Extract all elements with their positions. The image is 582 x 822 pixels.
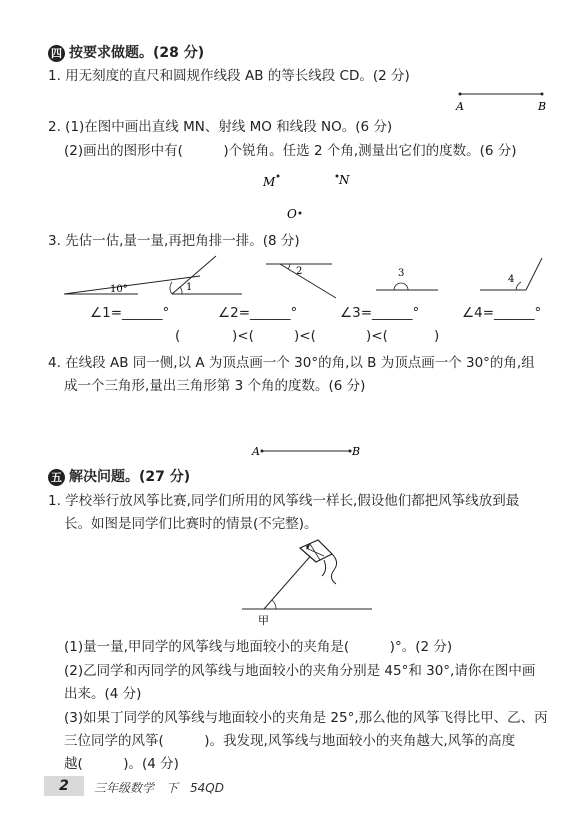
q4-4a-text: 4. 在线段 AB 同一侧,以 A 为顶点画一个 30°的角,以 B 为顶点画一个 30°的角,组 xyxy=(48,355,535,371)
point-o-label: O xyxy=(287,207,297,221)
segment-ab-q1 xyxy=(452,88,552,114)
q4-1-text: 1. 用无刻度的直尺和圆规作线段 AB 的等长线段 CD。(2 分) xyxy=(48,68,410,84)
footer-text: 三年级数学 下 54QD xyxy=(94,781,224,795)
kite-figure xyxy=(236,538,386,628)
angle-1-answer: ∠1=______° xyxy=(90,305,170,321)
angle-4-answer: ∠4=______° xyxy=(462,305,542,321)
q4-4b-text: 成一个三角形,量出三角形第 3 个角的度数。(6 分) xyxy=(64,378,366,394)
order-paren-1: )<( xyxy=(232,328,254,344)
angle-figures xyxy=(60,252,560,302)
section-5-badge: 五 xyxy=(48,469,65,486)
section-5-header xyxy=(48,466,190,486)
q5-p3c-text: 越( )。(4 分) xyxy=(64,756,179,772)
points-mno xyxy=(255,168,365,228)
q4-2a-text: 2. (1)在图中画出直线 MN、射线 MO 和线段 NO。(6 分) xyxy=(48,119,393,135)
point-a-label: A xyxy=(456,100,464,113)
angle-2-figure xyxy=(266,264,336,298)
order-paren-4: ) xyxy=(434,328,440,344)
section-4-header xyxy=(48,42,204,62)
point-a-label-q4: A xyxy=(252,445,260,458)
angle-4-label: 4 xyxy=(508,274,515,285)
angle-2-label: 2 xyxy=(296,266,303,277)
angle-3-answer: ∠3=______° xyxy=(340,305,420,321)
angle-1-figure xyxy=(172,256,242,294)
point-n-label: N xyxy=(339,173,350,187)
angle-10-label: 10° xyxy=(110,284,128,295)
angle-4-figure xyxy=(480,258,542,290)
q5-1a-text: 1. 学校举行放风筝比赛,同学们所用的风筝线一样长,假设他们都把风筝线放到最 xyxy=(48,493,520,509)
section-4-badge: 四 xyxy=(48,45,65,62)
q5-p1-text: (1)量一量,甲同学的风筝线与地面较小的夹角是( )°。(2 分) xyxy=(64,639,453,655)
q5-p2a-text: (2)乙同学和丙同学的风筝线与地面较小的夹角分别是 45°和 30°,请你在图中画 xyxy=(64,663,536,679)
order-paren-3: )<( xyxy=(366,328,388,344)
q4-2b-text: (2)画出的图形中有( )个锐角。任选 2 个角,测量出它们的度数。(6 分) xyxy=(64,143,517,159)
angle-3-figure xyxy=(376,268,438,290)
q5-1b-text: 长。如图是同学们比赛时的情景(不完整)。 xyxy=(64,516,318,532)
point-m-label: M xyxy=(263,175,276,189)
order-paren-0: ( xyxy=(175,328,181,344)
order-paren-2: )<( xyxy=(294,328,316,344)
q5-p2b-text: 出来。(4 分) xyxy=(64,686,142,702)
angle-2-answer: ∠2=______° xyxy=(218,305,298,321)
segment-ab-q4 xyxy=(250,442,370,462)
point-b-label-q4: B xyxy=(352,445,361,458)
angle-1-label: 1 xyxy=(186,282,193,293)
section-4-title: 按要求做题。(28 分) xyxy=(69,45,205,61)
section-5-title: 解决问题。(27 分) xyxy=(69,469,191,485)
angle-10-figure xyxy=(64,276,200,295)
q5-p3a-text: (3)如果丁同学的风筝线与地面较小的夹角是 25°,那么他的风筝飞得比甲、乙、丙 xyxy=(64,710,548,726)
point-b-label: B xyxy=(538,100,547,113)
figure-label-jia: 甲 xyxy=(258,614,269,627)
angle-3-label: 3 xyxy=(398,268,405,279)
page-number: 2 xyxy=(44,776,84,796)
q4-3-text: 3. 先估一估,量一量,再把角排一排。(8 分) xyxy=(48,233,300,249)
q5-p3b-text: 三位同学的风筝( )。我发现,风筝线与地面较小的夹角越大,风筝的高度 xyxy=(64,733,516,749)
